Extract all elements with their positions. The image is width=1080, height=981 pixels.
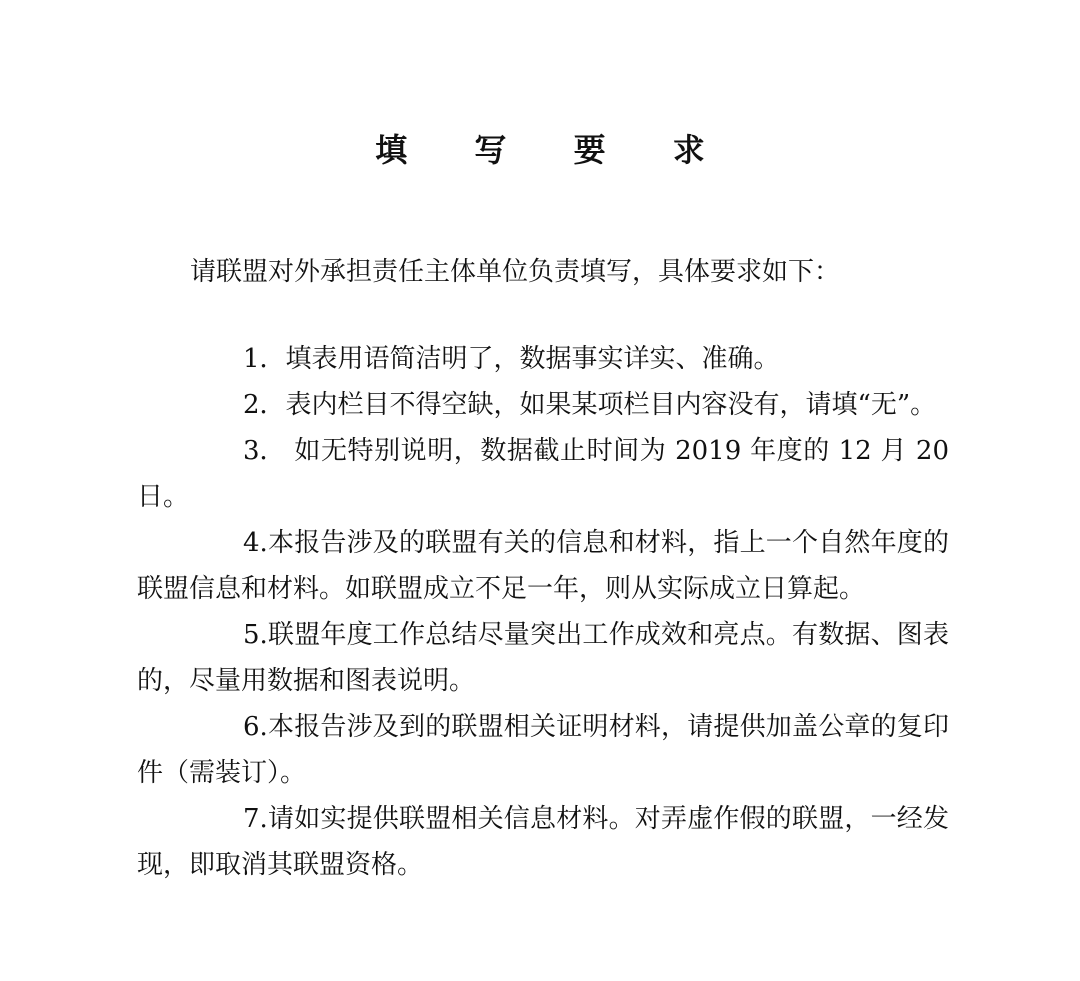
item-number: 2． bbox=[243, 390, 286, 420]
item-text: 本报告涉及的联盟有关的信息和材料，指上一个自然年度的联盟信息和材料。如联盟成立不足一年，则从实际成立日算起。 bbox=[137, 528, 949, 604]
requirement-item-5 bbox=[137, 612, 949, 704]
item-number: 7. bbox=[243, 804, 268, 834]
intro-paragraph: 请联盟对外承担责任主体单位负责填写，具体要求如下： bbox=[190, 257, 841, 287]
requirement-item-4 bbox=[137, 520, 949, 612]
page-title: 填 写 要 求 bbox=[375, 131, 733, 169]
item-number: 4. bbox=[243, 528, 268, 558]
requirement-item-6 bbox=[137, 704, 949, 796]
item-text: 填表用语简洁明了，数据事实详实、准确。 bbox=[285, 344, 780, 374]
requirements-list bbox=[137, 336, 949, 888]
item-text: 联盟年度工作总结尽量突出工作成效和亮点。有数据、图表的，尽量用数据和图表说明。 bbox=[137, 620, 949, 696]
item-number: 3． bbox=[243, 436, 286, 466]
item-text: 表内栏目不得空缺，如果某项栏目内容没有，请填“无”。 bbox=[285, 390, 937, 420]
item-number: 6. bbox=[243, 712, 268, 742]
requirement-item-2 bbox=[137, 382, 949, 428]
requirement-item-7 bbox=[137, 796, 949, 888]
item-text: 本报告涉及到的联盟相关证明材料，请提供加盖公章的复印件（需装订）。 bbox=[137, 712, 949, 788]
item-text: 如无特别说明，数据截止时间为 2019 年度的 12 月 20 日。 bbox=[137, 436, 949, 512]
requirement-item-3 bbox=[137, 428, 949, 520]
requirement-item-1 bbox=[137, 336, 949, 382]
item-text: 请如实提供联盟相关信息材料。对弄虚作假的联盟，一经发现，即取消其联盟资格。 bbox=[137, 804, 949, 880]
item-number: 1． bbox=[243, 344, 286, 374]
item-number: 5. bbox=[243, 620, 268, 650]
